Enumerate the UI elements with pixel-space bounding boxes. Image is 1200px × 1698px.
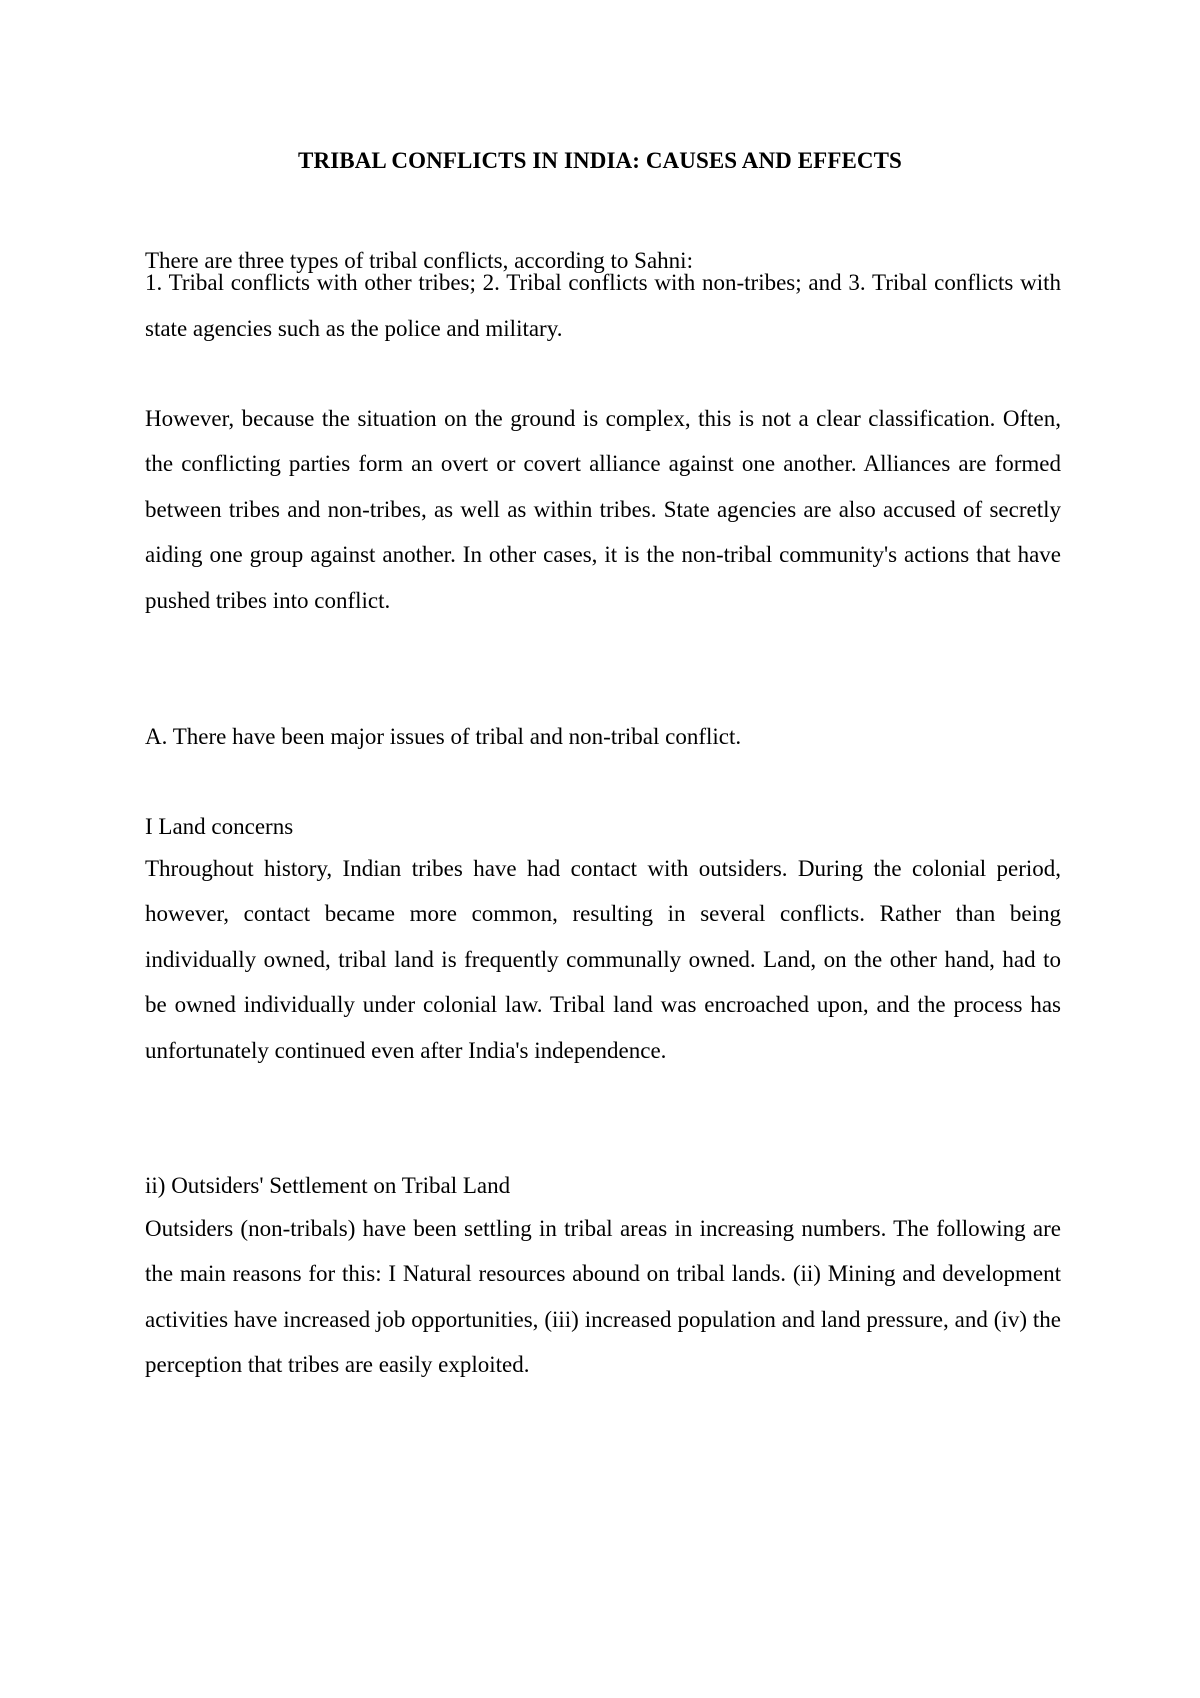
land-concerns-heading: I Land concerns xyxy=(145,814,294,839)
outsiders-settlement-paragraph: Outsiders (non-tribals) have been settling in tribal areas in increasing numbers. The following are the main reasons for this: I Natural resources abound on tribal lands. (ii) Mining and development activities have increased job opportunities, (iii) increased population and land pressure, and (iv) the perception that tribes are easily exploited. xyxy=(145,1216,1061,1378)
section-a-heading: A. There have been major issues of tribal and non-tribal conflict. xyxy=(145,724,742,749)
intro-sentence: There are three types of tribal conflicts, according to Sahni: xyxy=(145,248,693,273)
paragraph-however: However, because the situation on the ground is complex, this is not a clear classification. Often, the conflicting parties form an overt or covert alliance against one another. Alliances are formed between tribes and non-tribes, as well as within tribes. State agencies are also accused of secretly aiding one group against another. In other cases, it is the non-tribal community's actions that have pushed tribes into conflict. xyxy=(145,406,1061,613)
page-title: TRIBAL CONFLICTS IN INDIA: CAUSES AND EFFECTS xyxy=(298,148,902,173)
land-concerns-paragraph: Throughout history, Indian tribes have had contact with outsiders. During the colonial period, however, contact became more common, resulting in several conflicts. Rather than being individually owned, tribal land is frequently communally owned. Land, on the other hand, had to be owned individually under colonial law. Tribal land was encroached upon, and the process has unfortunately continued even after India's independence. xyxy=(145,856,1061,1063)
outsiders-settlement-heading: ii) Outsiders' Settlement on Tribal Land xyxy=(145,1173,511,1198)
conflict-types-list: 1. Tribal conflicts with other tribes; 2. Tribal conflicts with non-tribes; and 3. Tribal conflicts with state agencies such as the police and military. xyxy=(145,270,1061,341)
